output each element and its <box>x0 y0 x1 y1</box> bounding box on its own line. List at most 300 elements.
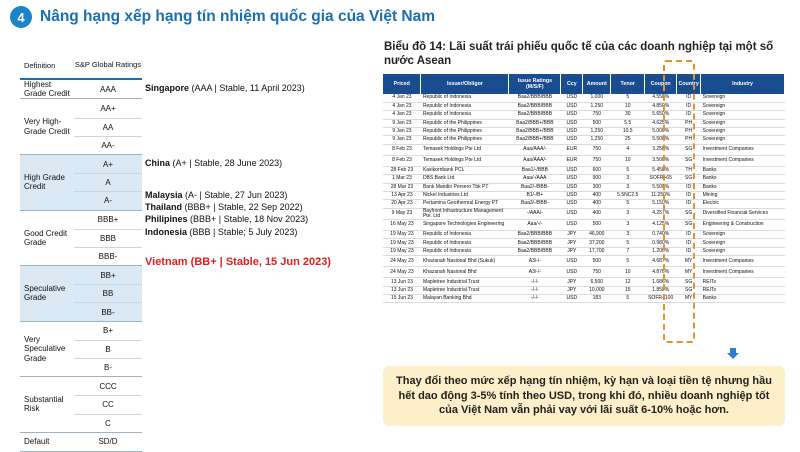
cell-tenor: 15 <box>611 286 645 294</box>
cell-tenor: 3 <box>611 208 645 219</box>
cell-issuer: Temasek Holdings Pte Ltd <box>421 155 509 166</box>
rating-cell: CCC <box>99 381 117 391</box>
cell-industry: Investment Companies <box>701 155 785 166</box>
cell-country: SG <box>677 208 701 219</box>
cell-country: SG <box>677 286 701 294</box>
cell-coupon: 4.625% <box>645 119 677 127</box>
cell-priced: 24 May 23 <box>383 267 421 278</box>
table-row <box>383 231 785 239</box>
rating-group-label: Good Credit Grade <box>24 228 68 247</box>
cell-tenor: 25 <box>611 136 645 144</box>
cell-industry: Electric <box>701 200 785 208</box>
page-title: Nâng hạng xếp hạng tín nhiệm quốc gia của Việt Nam <box>40 8 436 25</box>
bond-table <box>383 74 785 303</box>
cell-amount: 1,250 <box>583 127 611 135</box>
cell-industry: Sovereign <box>701 231 785 239</box>
ratings-table-body <box>20 80 142 452</box>
cell-issuer: Kasikornbank PCL <box>421 166 509 174</box>
cell-country: ID <box>677 94 701 102</box>
cell-priced: 19 May 23 <box>383 239 421 247</box>
column-header-issuer: Issuer/Obligor <box>421 74 509 94</box>
cell-coupon: 1.850% <box>645 286 677 294</box>
cell-ratings: Baa2/BBB/BBB <box>509 111 561 119</box>
cell-amount: 1,250 <box>583 136 611 144</box>
cell-priced: 13 Jun 23 <box>383 278 421 286</box>
cell-ratings: Baa2/BBB/BBB <box>509 247 561 255</box>
cell-priced: 19 May 23 <box>383 247 421 255</box>
cell-ratings: Baa2/BBB+/BBB <box>509 119 561 127</box>
cell-issuer: Bank Mandiri Persero Tbk PT <box>421 183 509 191</box>
cell-ratings: Baa2/BBB/BBB <box>509 239 561 247</box>
rating-cell: B+ <box>102 326 113 336</box>
cell-amount: 183 <box>583 295 611 303</box>
table-row <box>383 102 785 110</box>
cell-ratings: Aaa/AAA/- <box>509 144 561 155</box>
rating-cell: BBB- <box>74 247 142 265</box>
cell-priced: 19 May 23 <box>383 231 421 239</box>
cell-ratings: Baa3/-/BBB- <box>509 200 561 208</box>
cell-industry: Sovereign <box>701 239 785 247</box>
rating-cell: B- <box>74 358 142 376</box>
cell-coupon: 4.850% <box>645 102 677 110</box>
table-row <box>383 166 785 174</box>
rating-group <box>20 155 142 211</box>
cell-coupon: 5.650% <box>645 111 677 119</box>
rating-cell: AA <box>74 118 142 136</box>
cell-issuer: Bayfront Infrastructure Management Pte. Ltd <box>421 208 509 219</box>
table-row <box>383 239 785 247</box>
cell-coupon: SOFR+100 <box>645 295 677 303</box>
cell-ccy: USD <box>561 102 583 110</box>
cell-industry: Diversified Financial Services <box>701 208 785 219</box>
note-china: China (A+ | Stable, 28 June 2023) <box>145 158 283 168</box>
cell-country: SG <box>677 155 701 166</box>
cell-priced: 13 Jun 23 <box>383 286 421 294</box>
cell-ratings: A3/-/- <box>509 267 561 278</box>
cell-issuer: Singapore Technologies Engineering <box>421 219 509 230</box>
cell-tenor: 5 <box>611 166 645 174</box>
cell-ccy: JPY <box>561 239 583 247</box>
cell-coupon: 11.250% <box>645 191 677 199</box>
cell-amount: 750 <box>583 144 611 155</box>
cell-ratings: -/-/- <box>509 278 561 286</box>
cell-industry: Investment Companies <box>701 144 785 155</box>
cell-tenor: 12 <box>611 278 645 286</box>
table-row <box>383 191 785 199</box>
table-row <box>383 295 785 303</box>
rating-group-label: High Grade Credit <box>24 173 65 192</box>
cell-amount: 400 <box>583 191 611 199</box>
cell-ratings: Baa2/BBB+/BBB <box>509 127 561 135</box>
cell-coupon: 4.550% <box>645 94 677 102</box>
note-philipines: Philipines (BBB+ | Stable, 18 Nov 2023) <box>145 214 309 224</box>
cell-issuer: Pertamina Geothermal Energy PT <box>421 200 509 208</box>
cell-industry: Sovereign <box>701 102 785 110</box>
table-row <box>383 155 785 166</box>
cell-ccy: USD <box>561 127 583 135</box>
table-row <box>383 144 785 155</box>
cell-amount: 1,250 <box>583 102 611 110</box>
cell-country: TH <box>677 166 701 174</box>
cell-amount: 400 <box>583 208 611 219</box>
cell-ccy: JPY <box>561 286 583 294</box>
table-row <box>383 267 785 278</box>
cell-coupon: 0.740% <box>645 231 677 239</box>
cell-industry: Banks <box>701 295 785 303</box>
cell-industry: Banks <box>701 183 785 191</box>
cell-amount: 500 <box>583 119 611 127</box>
chart-title: Biểu đồ 14: Lãi suất trái phiếu quốc tế của các doanh nghiệp tại một số nước Asean <box>384 41 774 68</box>
cell-ccy: USD <box>561 200 583 208</box>
cell-country: MY <box>677 295 701 303</box>
rating-cell: C <box>74 414 142 432</box>
cell-country: ID <box>677 247 701 255</box>
cell-ccy: JPY <box>561 231 583 239</box>
cell-ccy: USD <box>561 136 583 144</box>
rating-group-label: Very Speculative Grade <box>24 335 66 363</box>
cell-ccy: USD <box>561 119 583 127</box>
rating-cell: A- <box>74 191 142 209</box>
cell-industry: Engineering & Construction <box>701 219 785 230</box>
column-header-amount: Amount <box>583 74 611 94</box>
cell-ccy: EUR <box>561 144 583 155</box>
rating-group <box>20 80 142 99</box>
cell-amount: 600 <box>583 166 611 174</box>
cell-coupon: 3.500% <box>645 155 677 166</box>
rating-group <box>20 433 142 452</box>
cell-country: ID <box>677 239 701 247</box>
rating-group <box>20 377 142 433</box>
column-header-country: Country <box>677 74 701 94</box>
cell-tenor: 30 <box>611 111 645 119</box>
cell-ccy: USD <box>561 267 583 278</box>
cell-industry: Sovereign <box>701 94 785 102</box>
table-row <box>383 278 785 286</box>
table-row <box>383 119 785 127</box>
table-row <box>383 183 785 191</box>
cell-industry: Sovereign <box>701 247 785 255</box>
cell-country: ID <box>677 102 701 110</box>
cell-priced: 28 Mar 23 <box>383 183 421 191</box>
table-row <box>383 94 785 102</box>
cell-country: PH <box>677 127 701 135</box>
cell-country: ID <box>677 200 701 208</box>
cell-issuer: Republic of Indonesia <box>421 111 509 119</box>
cell-ratings: Aaa/-/AAA <box>509 175 561 183</box>
cell-country: ID <box>677 191 701 199</box>
cell-country: SG <box>677 219 701 230</box>
column-header-industry: Industry <box>701 74 785 94</box>
table-row <box>383 208 785 219</box>
rating-group <box>20 322 142 378</box>
cell-priced: 13 Apr 23 <box>383 191 421 199</box>
cell-tenor: 10 <box>611 155 645 166</box>
column-header-tenor: Tenor <box>611 74 645 94</box>
cell-country: PH <box>677 119 701 127</box>
rating-group <box>20 266 142 322</box>
rating-cell: BB+ <box>100 270 116 280</box>
bond-table-body <box>383 94 785 303</box>
cell-country: ID <box>677 231 701 239</box>
down-arrow-icon <box>727 348 739 360</box>
rating-cell: AA+ <box>100 103 116 113</box>
cell-coupon: SOFR+65 <box>645 175 677 183</box>
cell-priced: 4 Jan 23 <box>383 111 421 119</box>
sp-ratings-header: S&P Global Ratings <box>74 59 142 69</box>
cell-industry: Banks <box>701 175 785 183</box>
cell-ratings: Baa2/BBB/BBB <box>509 102 561 110</box>
rating-cell: AAA <box>99 84 116 94</box>
cell-issuer: Republic of the Philippines <box>421 136 509 144</box>
rating-values <box>74 266 142 321</box>
cell-amount: 750 <box>583 155 611 166</box>
cell-country: MY <box>677 256 701 267</box>
rating-group-label: Highest Grade Credit <box>24 80 70 99</box>
section-header <box>10 6 435 28</box>
table-row <box>383 200 785 208</box>
cell-issuer: Republic of the Philippines <box>421 119 509 127</box>
cell-amount: 17,700 <box>583 247 611 255</box>
cell-tenor: 5 <box>611 256 645 267</box>
cell-issuer: Khazanah Nasional Bhd (Sukuk) <box>421 256 509 267</box>
cell-country: PH <box>677 136 701 144</box>
rating-group-label: Default <box>24 437 50 447</box>
cell-country: ID <box>677 111 701 119</box>
cell-ratings: -/AAA/- <box>509 208 561 219</box>
table-row <box>383 175 785 183</box>
rating-group-label: Speculative Grade <box>24 284 66 303</box>
cell-amount: 750 <box>583 267 611 278</box>
cell-country: SG <box>677 278 701 286</box>
cell-priced: 4 Jan 23 <box>383 94 421 102</box>
cell-issuer: DBS Bank Ltd <box>421 175 509 183</box>
cell-priced: 9 May 23 <box>383 208 421 219</box>
cell-issuer: Khazanah Nasional Bhd <box>421 267 509 278</box>
rating-cell: BB <box>74 284 142 302</box>
rating-cell: A <box>74 173 142 191</box>
cell-ccy: USD <box>561 175 583 183</box>
ratings-table-header <box>20 52 142 80</box>
cell-coupon: 1.686% <box>645 278 677 286</box>
cell-coupon: 5.000% <box>645 127 677 135</box>
cell-tenor: 3 <box>611 183 645 191</box>
column-header-coupon: Coupon <box>645 74 677 94</box>
cell-amount: 400 <box>583 200 611 208</box>
cell-coupon: 4.257% <box>645 208 677 219</box>
note-singapore: Singapore (AAA | Stable, 11 April 2023) <box>145 83 305 93</box>
cell-tenor: 5 <box>611 94 645 102</box>
cell-ccy: JPY <box>561 278 583 286</box>
cell-issuer: Republic of Indonesia <box>421 247 509 255</box>
cell-priced: 4 Jan 23 <box>383 102 421 110</box>
cell-issuer: Mapletree Industrial Trust <box>421 278 509 286</box>
cell-priced: 1 Mar 23 <box>383 175 421 183</box>
cell-industry: Sovereign <box>701 136 785 144</box>
rating-values <box>74 433 142 451</box>
cell-industry: Sovereign <box>701 119 785 127</box>
cell-ccy: EUR <box>561 155 583 166</box>
table-row <box>383 286 785 294</box>
cell-issuer: Republic of Indonesia <box>421 102 509 110</box>
cell-priced: 16 May 23 <box>383 219 421 230</box>
cell-coupon: 5.500% <box>645 183 677 191</box>
rating-group-label: Substantial Risk <box>24 395 64 414</box>
rating-cell: A+ <box>102 159 113 169</box>
cell-ratings: -/-/- <box>509 286 561 294</box>
cell-country: ID <box>677 183 701 191</box>
column-header-ratings: Issue Ratings (M/S/F) <box>509 74 561 94</box>
rating-values <box>74 155 142 210</box>
cell-tenor: 7 <box>611 247 645 255</box>
cell-priced: 15 Jun 23 <box>383 295 421 303</box>
cell-amount: 37,200 <box>583 239 611 247</box>
column-header-ccy: Ccy <box>561 74 583 94</box>
cell-coupon: 3.250% <box>645 144 677 155</box>
rating-cell: CC <box>74 395 142 413</box>
cell-industry: Investment Companies <box>701 256 785 267</box>
cell-tenor: 10 <box>611 267 645 278</box>
cell-tenor: 4 <box>611 144 645 155</box>
note-indonesia: Indonesia (BBB | Stable; 5 July 2023) <box>145 227 298 237</box>
cell-country: MY <box>677 267 701 278</box>
cell-ratings: Baa2/BBB/BBB <box>509 94 561 102</box>
cell-industry: Sovereign <box>701 127 785 135</box>
cell-tenor: 3 <box>611 231 645 239</box>
cell-coupon: 1.200% <box>645 247 677 255</box>
cell-tenor: 5 <box>611 239 645 247</box>
ratings-table <box>20 52 142 452</box>
cell-coupon: 0.980% <box>645 239 677 247</box>
cell-tenor: 3 <box>611 175 645 183</box>
note-thailand: Thailand (BBB+ | Stable, 22 Sep 2022) <box>145 202 303 212</box>
cell-amount: 500 <box>583 256 611 267</box>
rating-cell: BB- <box>74 302 142 320</box>
cell-ccy: USD <box>561 208 583 219</box>
cell-ratings: Baa2/BBB/BBB <box>509 231 561 239</box>
cell-industry: Sovereign <box>701 111 785 119</box>
cell-ccy: USD <box>561 256 583 267</box>
cell-coupon: 4.876% <box>645 267 677 278</box>
cell-tenor: 5 <box>611 200 645 208</box>
cell-issuer: Temasek Holdings Pte Ltd <box>421 144 509 155</box>
cell-issuer: Nickel Industries Ltd <box>421 191 509 199</box>
cell-industry: REITs <box>701 286 785 294</box>
note-malaysia: Malaysia (A- | Stable, 27 Jun 2023) <box>145 190 288 200</box>
cell-ccy: USD <box>561 111 583 119</box>
cell-issuer: Republic of Indonesia <box>421 239 509 247</box>
rating-values <box>74 99 142 154</box>
cell-tenor: 5.5NC2.5 <box>611 191 645 199</box>
cell-ccy: USD <box>561 219 583 230</box>
table-row <box>383 219 785 230</box>
rating-cell: BBB <box>74 229 142 247</box>
cell-priced: 20 Apr 23 <box>383 200 421 208</box>
cell-ratings: -/-/- <box>509 295 561 303</box>
cell-issuer: Republic of Indonesia <box>421 94 509 102</box>
cell-industry: Mining <box>701 191 785 199</box>
cell-issuer: Republic of Indonesia <box>421 231 509 239</box>
cell-amount: 900 <box>583 175 611 183</box>
rating-cell: SD/D <box>98 437 118 447</box>
cell-amount: 10,000 <box>583 286 611 294</box>
table-row <box>383 127 785 135</box>
cell-ratings: Aaa/-/- <box>509 219 561 230</box>
cell-ccy: USD <box>561 94 583 102</box>
cell-priced: 28 Feb 23 <box>383 166 421 174</box>
rating-cell: AA- <box>74 136 142 154</box>
cell-ccy: JPY <box>561 247 583 255</box>
cell-tenor: 3 <box>611 219 645 230</box>
cell-ratings: Baa2/-/BBB- <box>509 183 561 191</box>
cell-ratings: A3/-/- <box>509 256 561 267</box>
cell-coupon: 4.687% <box>645 256 677 267</box>
cell-amount: 750 <box>583 111 611 119</box>
note-vietnam: Vietnam (BB+ | Stable, 15 Jun 2023) <box>145 256 331 268</box>
cell-amount: 300 <box>583 183 611 191</box>
cell-priced: 24 May 23 <box>383 256 421 267</box>
cell-ratings: Baa2/BBB+/BBB <box>509 136 561 144</box>
cell-country: SG <box>677 175 701 183</box>
rating-values <box>74 322 142 377</box>
cell-country: SG <box>677 144 701 155</box>
cell-amount: 6,500 <box>583 278 611 286</box>
section-number-badge: 4 <box>10 6 32 28</box>
rating-cell: BBB+ <box>97 215 119 225</box>
table-row <box>383 136 785 144</box>
cell-priced: 8 Feb 23 <box>383 144 421 155</box>
cell-coupon: 5.150% <box>645 200 677 208</box>
cell-ccy: USD <box>561 166 583 174</box>
cell-tenor: 10.5 <box>611 127 645 135</box>
cell-coupon: 4.125% <box>645 219 677 230</box>
column-header-priced: Priced <box>383 74 421 94</box>
cell-priced: 9 Jan 23 <box>383 136 421 144</box>
cell-issuer: Malayan Banking Bhd <box>421 295 509 303</box>
cell-priced: 9 Jan 23 <box>383 119 421 127</box>
cell-tenor: 5.5 <box>611 119 645 127</box>
cell-ccy: USD <box>561 191 583 199</box>
table-row <box>383 256 785 267</box>
callout-note: Thay đổi theo mức xếp hạng tín nhiệm, kỳ hạn và loại tiền tệ nhưng hầu hết dao động 3-5% tính theo USD, trong khi đó, nhiều doanh nghiệp tốt của Việt Nam vẫn phải vay với lãi suất 6-10% hoặc hơn. <box>383 366 785 426</box>
cell-tenor: 5 <box>611 295 645 303</box>
cell-ratings: Baa1/-/BBB <box>509 166 561 174</box>
cell-coupon: 5.500% <box>645 136 677 144</box>
table-row <box>383 111 785 119</box>
rating-cell: B <box>74 340 142 358</box>
cell-amount: 46,900 <box>583 231 611 239</box>
cell-amount: 500 <box>583 219 611 230</box>
cell-ratings: B1/-/B+ <box>509 191 561 199</box>
cell-industry: REITs <box>701 278 785 286</box>
cell-priced: 9 Jan 23 <box>383 127 421 135</box>
rating-values <box>74 80 142 98</box>
rating-group <box>20 211 142 267</box>
cell-ccy: USD <box>561 295 583 303</box>
cell-coupon: 5.458% <box>645 166 677 174</box>
cell-industry: Banks <box>701 166 785 174</box>
cell-priced: 8 Feb 23 <box>383 155 421 166</box>
bond-table-header <box>383 74 785 94</box>
cell-ratings: Aaa/AAA/- <box>509 155 561 166</box>
rating-values <box>74 211 142 266</box>
cell-tenor: 10 <box>611 102 645 110</box>
rating-group <box>20 99 142 155</box>
cell-industry: Investment Companies <box>701 267 785 278</box>
rating-values <box>74 377 142 432</box>
rating-group-label: Very High-Grade Credit <box>24 117 70 136</box>
table-row <box>383 247 785 255</box>
cell-issuer: Republic of the Philippines <box>421 127 509 135</box>
